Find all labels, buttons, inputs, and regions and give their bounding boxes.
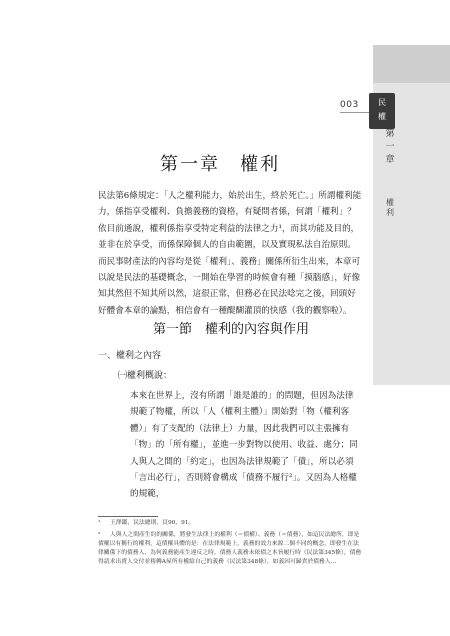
side-chapter-label: 第一章 xyxy=(385,129,395,165)
intro-paragraph: 民法第6條規定：「人之權利能力，始於出生，終於死亡。」所謂權利能力，係指享受權利、負擔義務的資格，有疑問者係，何謂「權利」？依目前通說，權利係指享受特定利益的法律之力¹，而其功能及目的，並非在於享受，而係保障個人的自由範圍，以及實現私法自治原則。而民事財產法的內容均是從「權利」、義務」關係所衍生出來，本章可以說是民法的基礎概念，一開始在學習的時候會有種「摸腦感」，好像知其然但不知其所以然，這很正常，但務必在民法唸完之後，回頭好好體會本章的論點，相信會有一種醍醐灌頂的快感（我的觀察啦）。 xyxy=(98,191,362,316)
footnote-divider xyxy=(98,516,158,517)
seal-char-2: 權 xyxy=(378,112,386,121)
page-number: 003 xyxy=(340,100,359,110)
seal-char-1: 民 xyxy=(378,98,386,107)
footnote-2-number: ² xyxy=(98,532,101,538)
chapter-side-band-top xyxy=(373,45,450,83)
chapter-title: 第一章 權利 xyxy=(160,154,280,175)
seal-stamp xyxy=(369,93,395,129)
footnote-1-text: 王澤鑑，民法總則，頁90、91。 xyxy=(110,520,195,526)
item-paragraph: 本來在世界上，沒有所謂「誰是誰的」的問題，但因為法律規範了物權，所以「人（權利主體）」開始對「物（權利客體）」有了支配的（法律上）力量，因此我們可以主張擁有「物」的「所有權」，並進一步對物以使用、收益、處分；同人與人之間的「約定」，也因為法律規範了「債」，所以必須「言出必行」，否則將會構成「債務不履行²」。又因為人格權的規範， xyxy=(130,391,358,500)
heading-level-one: 一、權利之內容 xyxy=(98,351,162,361)
section-title: 第一節 權利的內容與作用 xyxy=(152,322,309,337)
side-section-label: 權利 xyxy=(386,198,394,217)
footnote-1-number: ¹ xyxy=(98,520,101,526)
footnote-1 xyxy=(98,519,362,528)
footnote-2 xyxy=(98,531,362,567)
heading-level-two: ㈠權利概說： xyxy=(118,371,173,381)
footnote-2-text: 人與人之間產生約的關係，將發生法律上的權利（＝債權）、義務（＝債務），如這民法總所，即是債權以有稱行的權利，這債權具體的是：在法律規範上，義務的效力來源二個不同的概念，即發生在法律關係下的債務人，為何義務能產生違反之時，債務人義務未依債之本旨履行時（民法第345條），債務得請求出賣人交付並移轉A屋所有權給自己的義務（民法第348條），如義因可歸責於債務人... xyxy=(98,532,362,565)
